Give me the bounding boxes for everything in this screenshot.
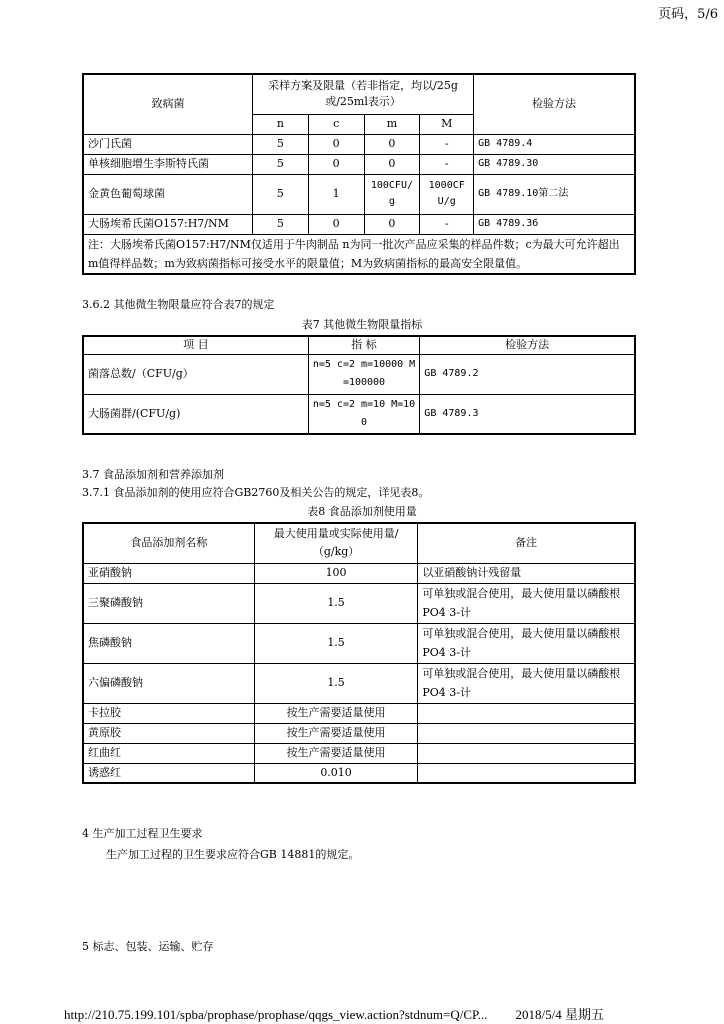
cell-n: 5 <box>253 154 309 174</box>
cell-M: - <box>420 134 474 154</box>
table-row <box>83 354 635 394</box>
table8-caption: 表8 食品添加剂使用量 <box>307 505 417 518</box>
cell-note <box>418 723 635 743</box>
cell-amount: 按生产需要适量使用 <box>254 703 418 723</box>
cell-note <box>418 763 635 783</box>
cell-amount: 1.5 <box>254 583 418 623</box>
table-row <box>83 134 635 154</box>
cell-M: - <box>420 154 474 174</box>
cell-method: GB 4789.4 <box>474 134 635 154</box>
cell-name: 焦磷酸钠 <box>83 623 254 663</box>
footer-url[interactable]: http://210.75.199.101/spba/prophase/prophase/qqgs_view.action?stdnum=Q/CP... <box>64 1007 488 1022</box>
pathogen-table <box>82 73 636 275</box>
table-row <box>83 563 635 583</box>
footer-date: 2018/5/4 星期五 <box>515 1007 605 1022</box>
section-3-6-2: 3.6.2 其他微生物限量应符合表7的规定 <box>82 298 275 311</box>
cell-amount: 0.010 <box>254 763 418 783</box>
table-row <box>83 394 635 434</box>
cell-amount: 100 <box>254 563 418 583</box>
table-row <box>83 154 635 174</box>
header-n: n <box>253 114 309 134</box>
cell-note: 以亚硝酸钠计残留量 <box>418 563 635 583</box>
cell-name: 六偏磷酸钠 <box>83 663 254 703</box>
header-M: M <box>420 114 474 134</box>
header-pathogen: 致病菌 <box>83 74 253 134</box>
cell-name: 大肠埃希氏菌O157:H7/NM <box>83 214 253 234</box>
cell-note: 可单独或混合使用，最大使用量以磷酸根PO4 3-计 <box>418 583 635 623</box>
cell-name: 红曲红 <box>83 743 254 763</box>
table-row <box>83 623 635 663</box>
cell-n: 5 <box>253 174 309 214</box>
t8-header-note: 备注 <box>418 523 635 563</box>
cell-amount: 按生产需要适量使用 <box>254 743 418 763</box>
cell-note <box>418 703 635 723</box>
cell-name: 沙门氏菌 <box>83 134 253 154</box>
table-row <box>83 703 635 723</box>
table-row <box>83 743 635 763</box>
cell-note: 可单独或混合使用，最大使用量以磷酸根PO4 3-计 <box>418 663 635 703</box>
table-row <box>83 174 635 214</box>
table-row <box>83 763 635 783</box>
cell-note: 可单独或混合使用，最大使用量以磷酸根PO4 3-计 <box>418 623 635 663</box>
table-row <box>83 723 635 743</box>
header-method: 检验方法 <box>474 74 635 134</box>
t8-header-name: 食品添加剂名称 <box>83 523 254 563</box>
cell-name: 三聚磷酸钠 <box>83 583 254 623</box>
header-c: c <box>308 114 364 134</box>
table-note: 注：大肠埃希氏菌O157:H7/NM仅适用于牛肉制品 n为同一批次产品应采集的样品件数；c为最大可允许超出m值得样品数；m为致病菌指标可接受水平的限量值；M为致病菌指标的最高安全限量值。 <box>83 234 635 274</box>
cell-method: GB 4789.3 <box>420 394 635 434</box>
cell-m: 0 <box>364 214 420 234</box>
cell-c: 0 <box>308 154 364 174</box>
cell-item: 菌落总数/（CFU/g） <box>83 354 308 394</box>
cell-m: 100CFU/g <box>364 174 420 214</box>
section-4-body: 生产加工过程的卫生要求应符合GB 14881的规定。 <box>106 848 360 861</box>
cell-method: GB 4789.30 <box>474 154 635 174</box>
t7-header-index: 指 标 <box>308 336 420 354</box>
page-number: 页码，5/6 <box>658 7 718 22</box>
table-row <box>83 214 635 234</box>
cell-amount: 1.5 <box>254 663 418 703</box>
section-3-7-1: 3.7.1 食品添加剂的使用应符合GB2760及相关公告的规定，详见表8。 <box>82 486 430 499</box>
cell-c: 0 <box>308 134 364 154</box>
table7-caption: 表7 其他微生物限量指标 <box>301 318 423 331</box>
cell-amount: 按生产需要适量使用 <box>254 723 418 743</box>
cell-n: 5 <box>253 134 309 154</box>
cell-name: 亚硝酸钠 <box>83 563 254 583</box>
cell-n: 5 <box>253 214 309 234</box>
table7 <box>82 335 636 435</box>
table-row <box>83 583 635 623</box>
cell-index: n=5 c=2 m=10 M=100 <box>308 394 420 434</box>
t8-header-amount: 最大使用量或实际使用量/（g/kg） <box>254 523 418 563</box>
t7-header-method: 检验方法 <box>420 336 635 354</box>
t7-header-item: 项 目 <box>83 336 308 354</box>
cell-method: GB 4789.10第二法 <box>474 174 635 214</box>
section-3-7: 3.7 食品添加剂和营养添加剂 <box>82 468 224 481</box>
cell-method: GB 4789.36 <box>474 214 635 234</box>
cell-name: 金黄色葡萄球菌 <box>83 174 253 214</box>
cell-c: 0 <box>308 214 364 234</box>
footer <box>64 1004 604 1023</box>
cell-item: 大肠菌群/(CFU/g) <box>83 394 308 434</box>
cell-method: GB 4789.2 <box>420 354 635 394</box>
cell-note <box>418 743 635 763</box>
header-sampling: 采样方案及限量（若非指定，均以/25g或/25ml表示） <box>253 74 474 114</box>
cell-M: 1000CFU/g <box>420 174 474 214</box>
cell-name: 诱惑红 <box>83 763 254 783</box>
section-5-title: 5 标志、包装、运输、贮存 <box>82 940 214 953</box>
cell-index: n=5 c=2 m=10000 M=100000 <box>308 354 420 394</box>
cell-name: 黄原胶 <box>83 723 254 743</box>
section-4-title: 4 生产加工过程卫生要求 <box>82 827 203 840</box>
cell-c: 1 <box>308 174 364 214</box>
cell-m: 0 <box>364 134 420 154</box>
cell-m: 0 <box>364 154 420 174</box>
cell-name: 卡拉胶 <box>83 703 254 723</box>
header-m: m <box>364 114 420 134</box>
table8 <box>82 522 636 784</box>
table-row <box>83 663 635 703</box>
cell-name: 单核细胞增生李斯特氏菌 <box>83 154 253 174</box>
cell-M: - <box>420 214 474 234</box>
cell-amount: 1.5 <box>254 623 418 663</box>
